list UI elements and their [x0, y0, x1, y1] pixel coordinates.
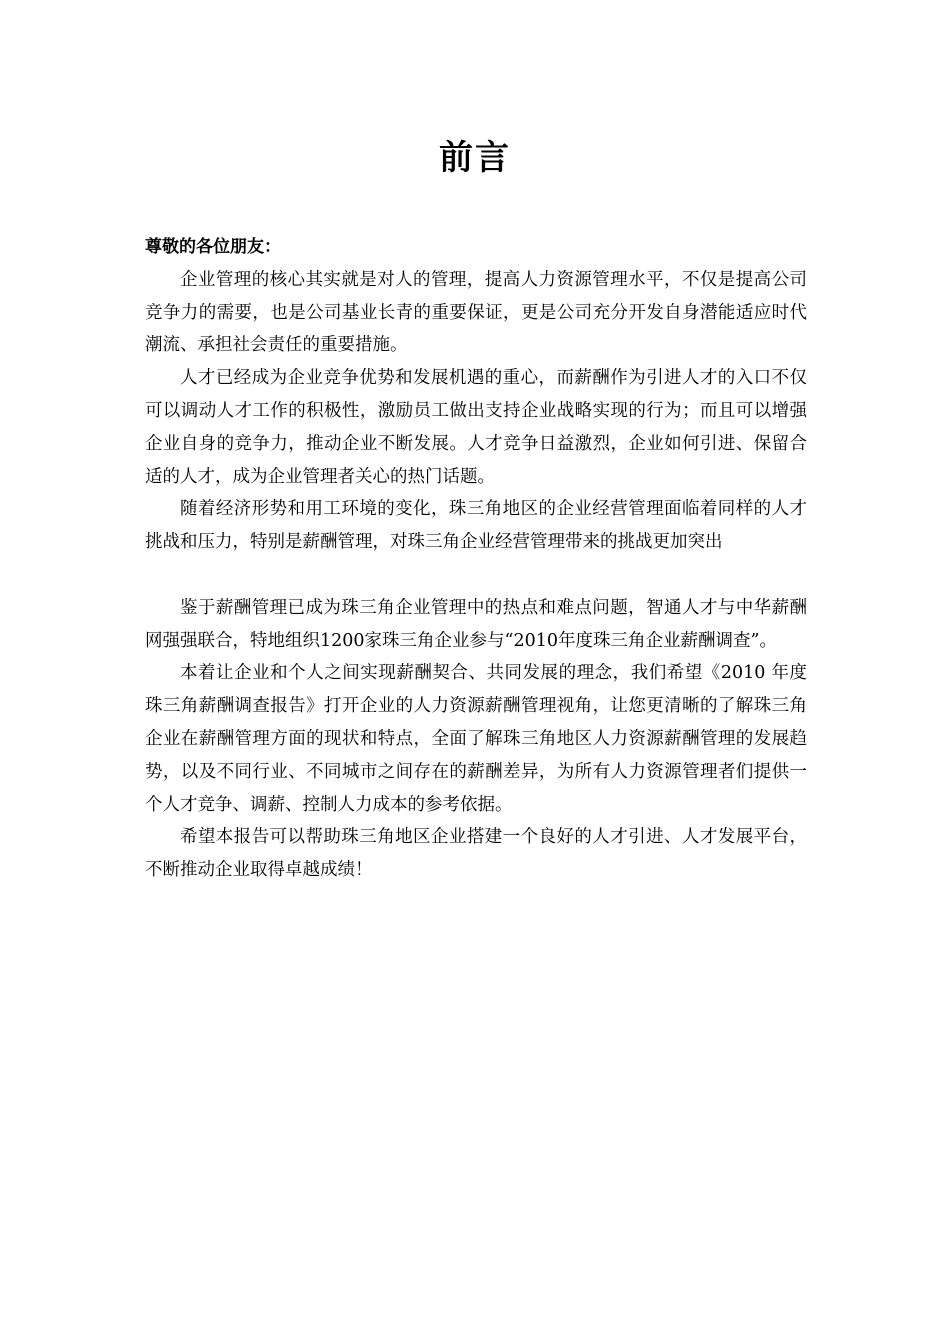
preface-body [145, 231, 807, 887]
page-title: 前言 [439, 138, 511, 178]
paragraph-5: 本着让企业和个人之间实现薪酬契合、共同发展的理念，我们希望《2010 年度珠三角薪酬调查报告》打开企业的人力资源薪酬管理视角，让您更清晰的了解珠三角企业在薪酬管理方面的现状和特点，全面了解珠三角地区人力资源薪酬管理的发展趋势，以及不同行业、不同城市之间存在的薪酬差异，为所有人力资源管理者们提供一个人才竞争、调薪、控制人力成本的参考依据。 [145, 663, 807, 815]
blank-line [145, 559, 807, 592]
paragraph-6: 希望本报告可以帮助珠三角地区企业搭建一个良好的人才引进、人才发展平台，不断推动企业取得卓越成绩！ [145, 827, 807, 881]
paragraph-3: 随着经济形势和用工环境的变化，珠三角地区的企业经营管理面临着同样的人才挑战和压力，特别是薪酬管理，对珠三角企业经营管理带来的挑战更加突出 [145, 499, 807, 553]
salutation: 尊敬的各位朋友： [145, 237, 281, 257]
paragraph-2: 人才已经成为企业竞争优势和发展机遇的重心，而薪酬作为引进人才的入口不仅可以调动人才工作的积极性，激励员工做出支持企业战略实现的行为；而且可以增强企业自身的竞争力，推动企业不断发展。人才竞争日益激烈，企业如何引进、保留合适的人才，成为企业管理者关心的热门话题。 [145, 368, 807, 487]
paragraph-4: 鉴于薪酬管理已成为珠三角企业管理中的热点和难点问题，智通人才与中华薪酬网强强联合，特地组织1200家珠三角企业参与“2010年度珠三角企业薪酬调查”。 [145, 597, 807, 651]
paragraph-1: 企业管理的核心其实就是对人的管理，提高人力资源管理水平，不仅是提高公司竞争力的需要，也是公司基业长青的重要保证，更是公司充分开发自身潜能适应时代潮流、承担社会责任的重要措施。 [145, 269, 807, 356]
